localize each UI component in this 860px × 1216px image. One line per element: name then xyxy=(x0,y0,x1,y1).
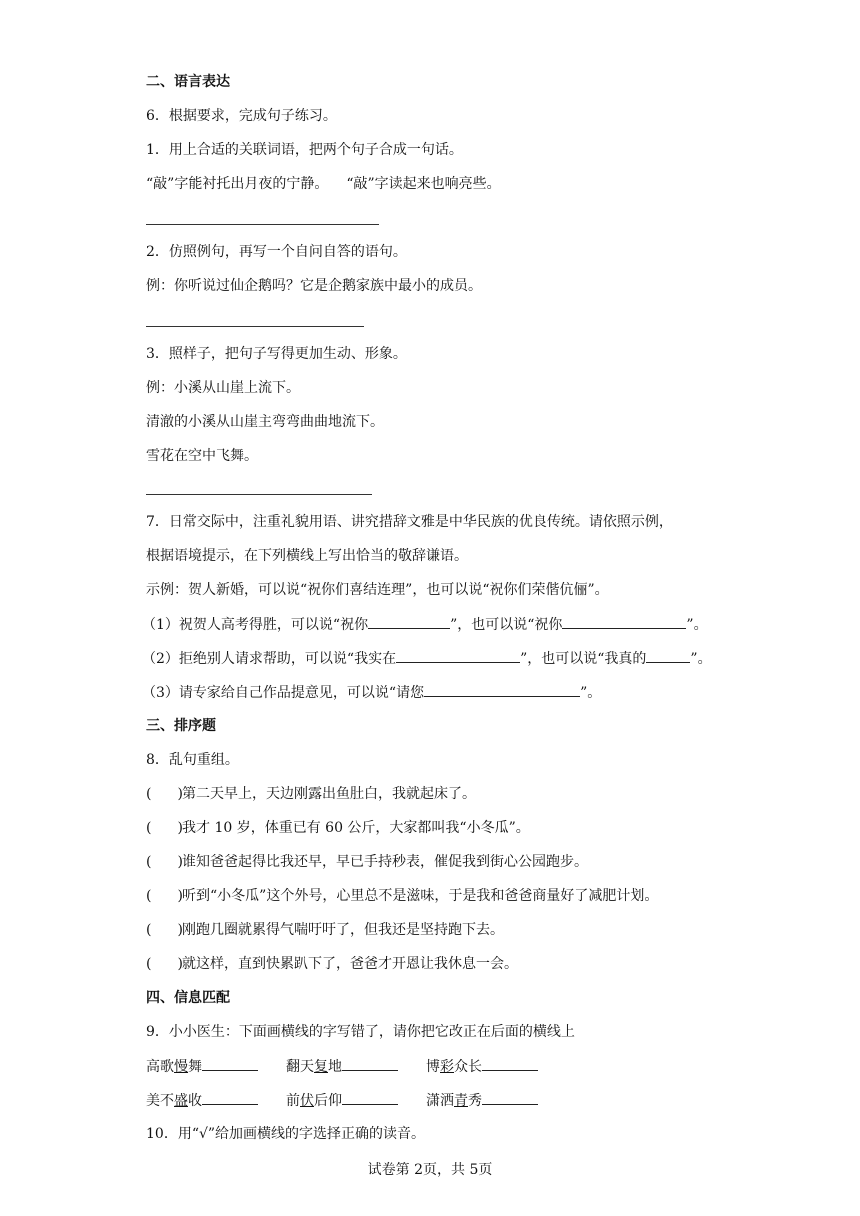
q9-idiom-5-wrong-char: 伏 xyxy=(300,1093,314,1109)
q8-item-5 xyxy=(146,920,504,940)
q6-sub2-example: 例：你听说过仙企鹅吗？它是企鹅家族中最小的成员。 xyxy=(146,278,482,294)
q9-idiom-4: 美不盛收 xyxy=(146,1093,202,1109)
q7-stem-2: 根据语境提示，在下列横线上写出恰当的敬辞谦语。 xyxy=(146,548,468,564)
q10-stem: 10．用“√”给加画横线的字选择正确的读音。 xyxy=(146,1126,426,1142)
q7-item-1 xyxy=(142,614,708,635)
q6-sub2-prompt: 2．仿照例句，再写一个自问自答的语句。 xyxy=(146,244,407,260)
q7-stem-1: 7．日常交际中，注重礼貌用语、讲究措辞文雅是中华民族的优良传统。请依照示例， xyxy=(146,514,673,530)
q8-stem: 8．乱句重组。 xyxy=(146,752,239,768)
q8-item-3-text: 谁知爸爸起得比我还早，早已手持秒表，催促我到街心公园跑步。 xyxy=(182,854,588,870)
q9-row-2 xyxy=(146,1090,538,1111)
q8-item-6-answer-slot[interactable]: ( ) xyxy=(146,956,183,972)
q7-item-2-text-a: （2）拒绝别人请求帮助，可以说“我实在 xyxy=(142,651,397,667)
q7-example: 示例：贺人新婚，可以说“祝你们喜结连理”，也可以说“祝你们荣偕伉俪”。 xyxy=(146,582,609,598)
q8-item-2-text: 我才 10 岁，体重已有 60 公斤，大家都叫我“小冬瓜”。 xyxy=(182,820,530,836)
q9-idiom-6: 潇洒青秀 xyxy=(426,1093,482,1109)
q8-item-6 xyxy=(146,954,518,974)
q7-item-1-text-c: ”。 xyxy=(686,617,708,633)
q9-idiom-3: 博彩众长 xyxy=(426,1059,482,1075)
q9-idiom-2: 翻天复地 xyxy=(286,1059,342,1075)
q7-item-3-text-a: （3）请专家给自己作品提意见，可以说“请您 xyxy=(142,685,425,701)
q8-item-2-answer-slot[interactable]: ( ) xyxy=(146,820,183,836)
q7-item-1-blank-1[interactable] xyxy=(368,614,450,629)
q8-item-3 xyxy=(146,852,588,872)
q7-item-3 xyxy=(142,682,601,703)
q7-item-2-blank-2[interactable] xyxy=(646,648,690,663)
q9-idiom-3-blank[interactable] xyxy=(482,1056,538,1071)
q9-idiom-2-blank[interactable] xyxy=(342,1056,398,1071)
q8-item-5-text: 刚跑几圈就累得气喘吁吁了，但我还是坚持跑下去。 xyxy=(182,922,504,938)
q8-item-3-answer-slot[interactable]: ( ) xyxy=(146,854,183,870)
q6-sub1-source-a: “敲”字能衬托出月夜的宁静。 xyxy=(146,176,329,192)
q8-item-4 xyxy=(146,886,658,906)
q6-sub3-answer-line[interactable] xyxy=(146,494,372,495)
q8-item-6-text: 就这样，直到快累趴下了，爸爸才开恩让我休息一会。 xyxy=(182,956,518,972)
q7-item-2-text-c: ”。 xyxy=(690,651,712,667)
q8-item-1-text: 第二天早上，天边刚露出鱼肚白，我就起床了。 xyxy=(182,786,476,802)
q9-idiom-1-blank[interactable] xyxy=(202,1056,258,1071)
q7-item-2-text-b: ”，也可以说“我真的 xyxy=(520,651,647,667)
q7-item-1-text-a: （1）祝贺人高考得胜，可以说“祝你 xyxy=(142,617,369,633)
q7-item-1-text-b: ”，也可以说“祝你 xyxy=(450,617,563,633)
q7-item-2 xyxy=(142,648,712,669)
q6-sub3-example-b: 清澈的小溪从山崖主弯弯曲曲地流下。 xyxy=(146,414,384,430)
q7-item-1-blank-2[interactable] xyxy=(562,614,686,629)
q9-idiom-4-blank[interactable] xyxy=(202,1090,258,1105)
q6-sub1-source-b: “敲”字读起来也响亮些。 xyxy=(346,176,501,192)
q6-sub2-answer-line[interactable] xyxy=(146,326,364,327)
q9-row-1 xyxy=(146,1056,538,1077)
q9-stem: 9．小小医生：下面画横线的字写错了，请你把它改正在后面的横线上 xyxy=(146,1024,575,1040)
q8-item-1 xyxy=(146,784,476,804)
q6-sub1-prompt: 1．用上合适的关联词语，把两个句子合成一句话。 xyxy=(146,142,463,158)
q8-item-2 xyxy=(146,818,530,838)
q9-idiom-2-wrong-char: 复 xyxy=(314,1059,328,1075)
q9-idiom-1-wrong-char: 慢 xyxy=(174,1059,188,1075)
q6-stem: 6．根据要求，完成句子练习。 xyxy=(146,108,337,124)
q7-item-2-blank-1[interactable] xyxy=(396,648,520,663)
q6-sub3-prompt: 3．照样子，把句子写得更加生动、形象。 xyxy=(146,346,407,362)
section-heading-3: 三、排序题 xyxy=(146,718,216,734)
q8-item-1-answer-slot[interactable]: ( ) xyxy=(146,786,183,802)
q9-idiom-5-blank[interactable] xyxy=(342,1090,398,1105)
q9-idiom-5: 前伏后仰 xyxy=(286,1093,342,1109)
q9-idiom-4-wrong-char: 盛 xyxy=(174,1093,188,1109)
q6-sub1-sources xyxy=(146,174,501,194)
q9-idiom-6-wrong-char: 青 xyxy=(454,1093,468,1109)
q7-item-3-text-b: ”。 xyxy=(580,685,602,701)
q8-item-5-answer-slot[interactable]: ( ) xyxy=(146,922,183,938)
q9-idiom-1: 高歌慢舞 xyxy=(146,1059,202,1075)
page-footer: 试卷第 2页，共 5页 xyxy=(367,1162,493,1178)
q8-item-4-text: 听到“小冬瓜”这个外号，心里总不是滋味，于是我和爸爸商量好了减肥计划。 xyxy=(182,888,659,904)
section-heading-4: 四、信息匹配 xyxy=(146,990,230,1006)
q7-item-3-blank[interactable] xyxy=(424,682,580,697)
q6-sub3-task: 雪花在空中飞舞。 xyxy=(146,448,258,464)
q6-sub3-example-a: 例：小溪从山崖上流下。 xyxy=(146,380,300,396)
q6-sub1-answer-line[interactable] xyxy=(146,224,379,225)
q8-item-4-answer-slot[interactable]: ( ) xyxy=(146,888,183,904)
q9-idiom-6-blank[interactable] xyxy=(482,1090,538,1105)
section-heading-2: 二、语言表达 xyxy=(146,74,230,90)
q9-idiom-3-wrong-char: 彩 xyxy=(440,1059,454,1075)
